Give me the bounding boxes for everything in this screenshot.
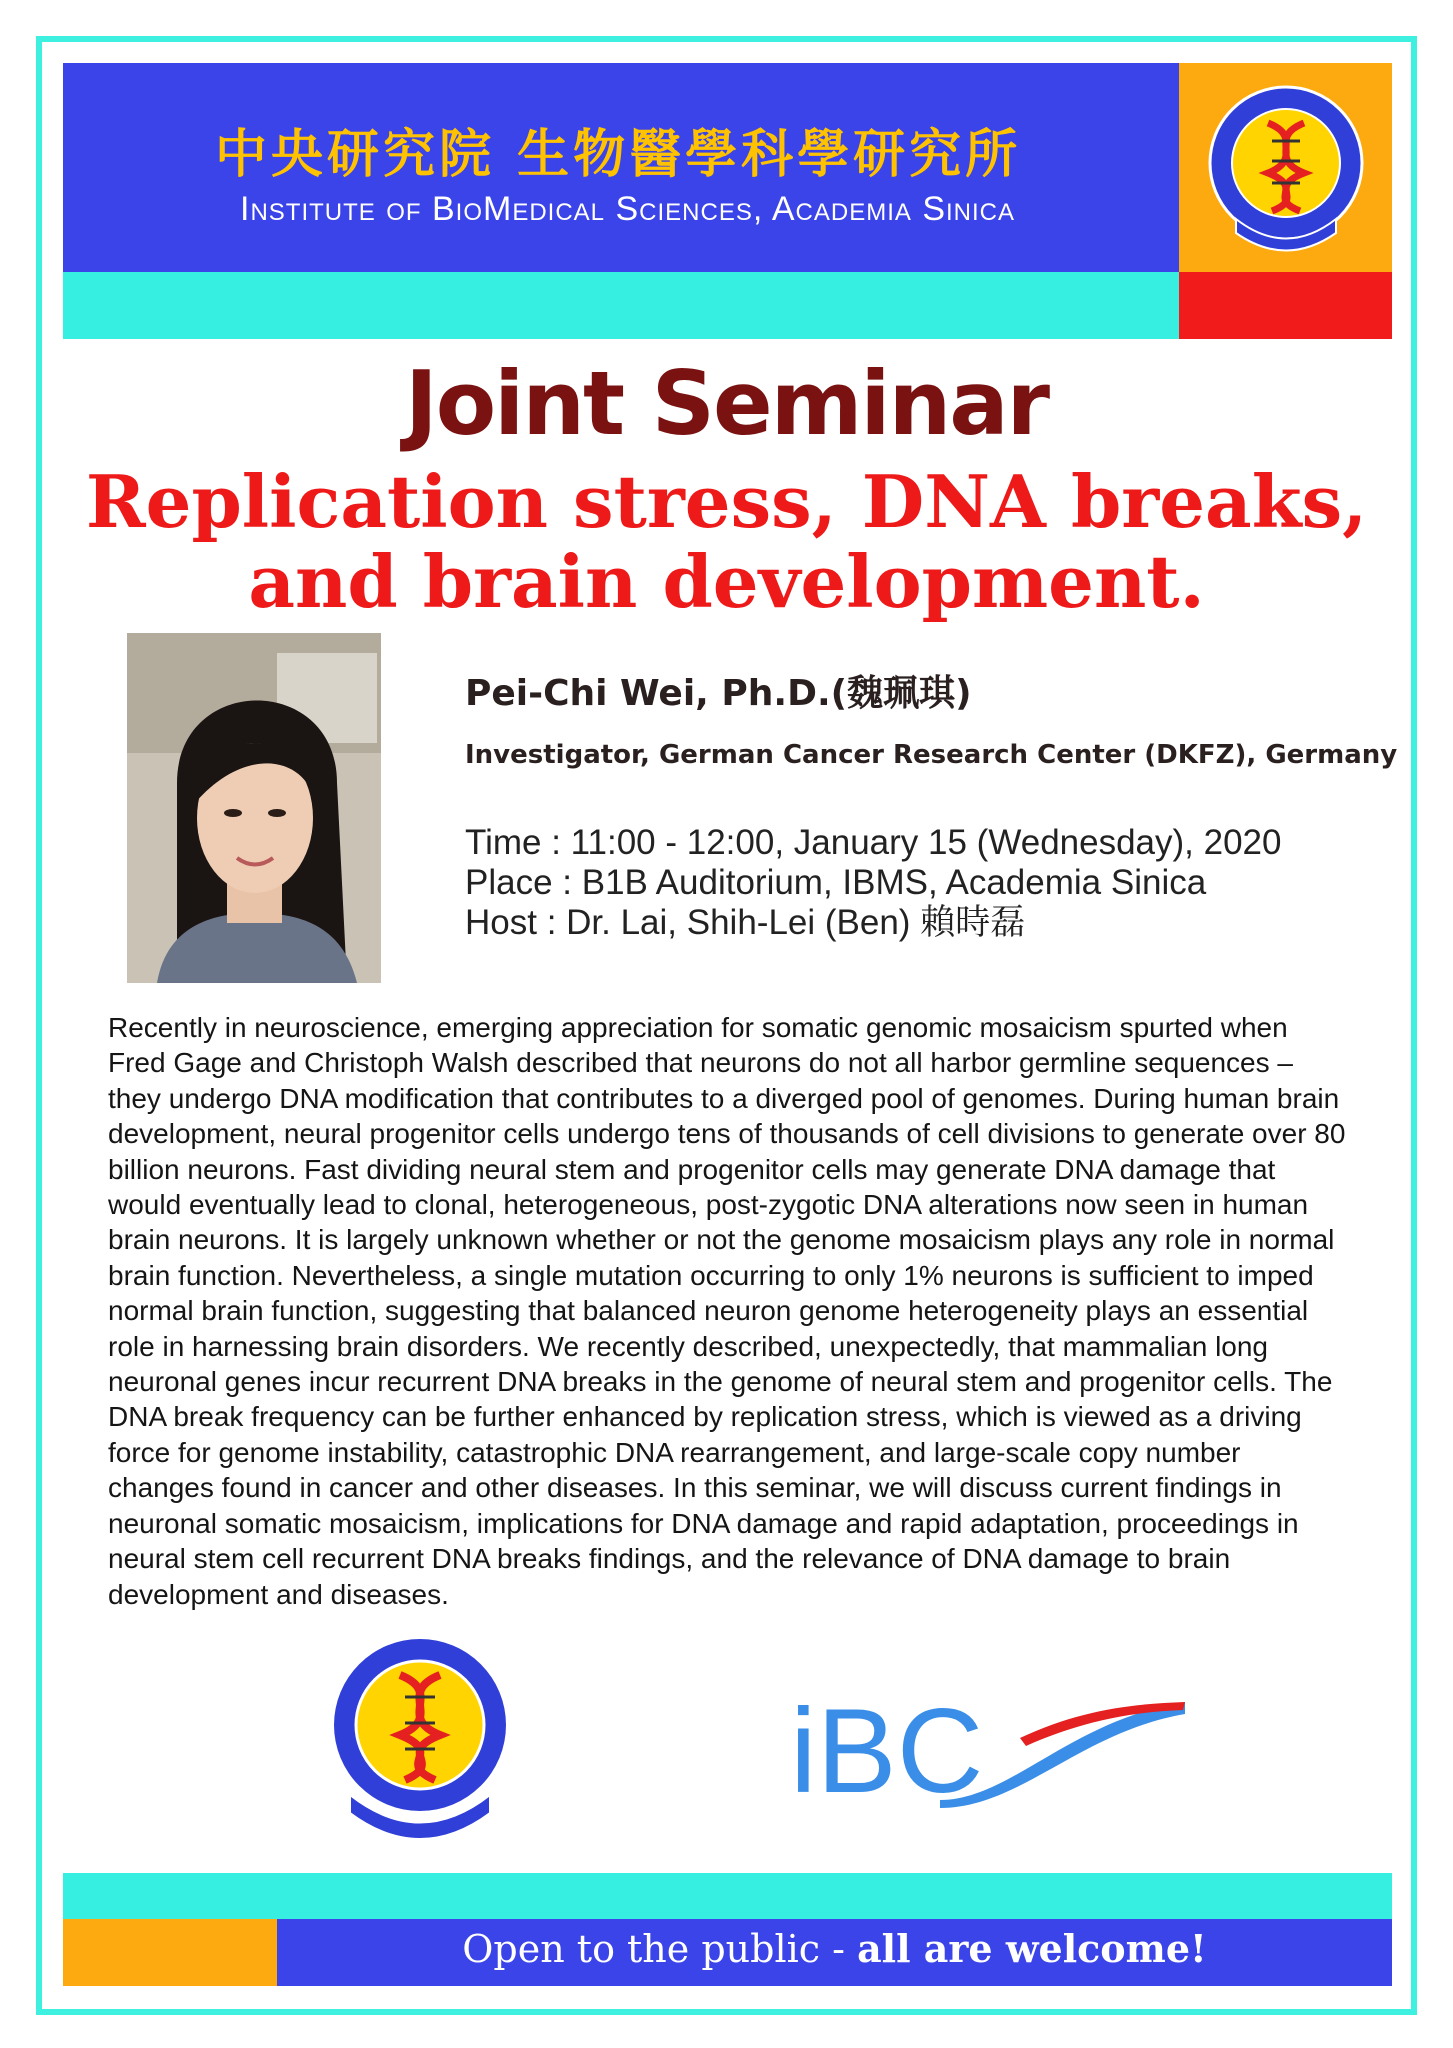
speaker-affiliation: Investigator, German Cancer Research Center (DKFZ), Germany (465, 740, 1398, 770)
ibc-logo-icon (790, 1680, 1190, 1820)
event-host: Host : Dr. Lai, Shih-Lei (Ben) 賴時磊 (465, 903, 1026, 942)
ibc-logo-text: iBC (790, 1684, 984, 1818)
event-details (465, 823, 1281, 943)
footer-accent (63, 1919, 277, 1986)
footer-text-part1: Open to the public - (462, 1927, 858, 1971)
header-stripe (63, 272, 1179, 339)
talk-title-line2: and brain development. (248, 539, 1205, 624)
event-place: Place : B1B Auditorium, IBMS, Academia Sinica (465, 863, 1207, 902)
institute-name-en: Institute of BioMedical Sciences, Academia Sinica (240, 190, 1016, 228)
talk-title-line1: Replication stress, DNA breaks, (85, 459, 1368, 544)
abstract-text: Recently in neuroscience, emerging appreciation for somatic genomic mosaicism spurted when Fred Gage and Christoph Walsh described that neurons do not all harbor germline sequences – they undergo DNA modification that contributes to a diverged pool of genomes. During human brain development, neural progenitor cells undergo tens of thousands of cell divisions to generate over 80 billion neurons. Fast dividing neural stem and progenitor cells may generate DNA damage that would eventually lead to clonal, heterogeneous, post-zygotic DNA alterations now seen in human brain neurons. It is largely unknown whether or not the genome mosaicism plays any role in normal brain function. Nevertheless, a single mutation occurring to only 1% neurons is sufficient to imped normal brain function, suggesting that balanced neuron genome heterogeneity plays an essential role in harnessing brain disorders. We recently described, unexpectedly, that mammalian long neuronal genes incur recurrent DNA breaks in the genome of neural stem and progenitor cells. The DNA break frequency can be further enhanced by replication stress, which is viewed as a driving force for genome instability, catastrophic DNA rearrangement, and large-scale copy number changes found in cancer and other diseases. In this seminar, we will discuss current findings in neuronal somatic mosaicism, implications for DNA damage and rapid adaptation, proceedings in neural stem cell recurrent DNA breaks findings, and the relevance of DNA damage to brain development and diseases. (108, 1012, 1346, 1610)
footer-stripe (63, 1873, 1392, 1919)
event-time: Time : 11:00 - 12:00, January 15 (Wednesday), 2020 (465, 823, 1282, 862)
header-accent (1179, 272, 1392, 339)
seminar-type: Joint Seminar (404, 352, 1049, 455)
footer-message (277, 1926, 1392, 1971)
speaker-name: Pei-Chi Wei, Ph.D.(魏珮琪) (465, 673, 972, 714)
footer-text-part2: all are welcome! (857, 1926, 1207, 1971)
ibms-seal-icon (1206, 83, 1366, 255)
ibms-logo-icon (325, 1635, 515, 1847)
talk-title (0, 459, 1453, 624)
institute-name-zh: 中央研究院 生物醫學科學研究所 (215, 124, 1022, 185)
speaker-photo (127, 633, 381, 983)
